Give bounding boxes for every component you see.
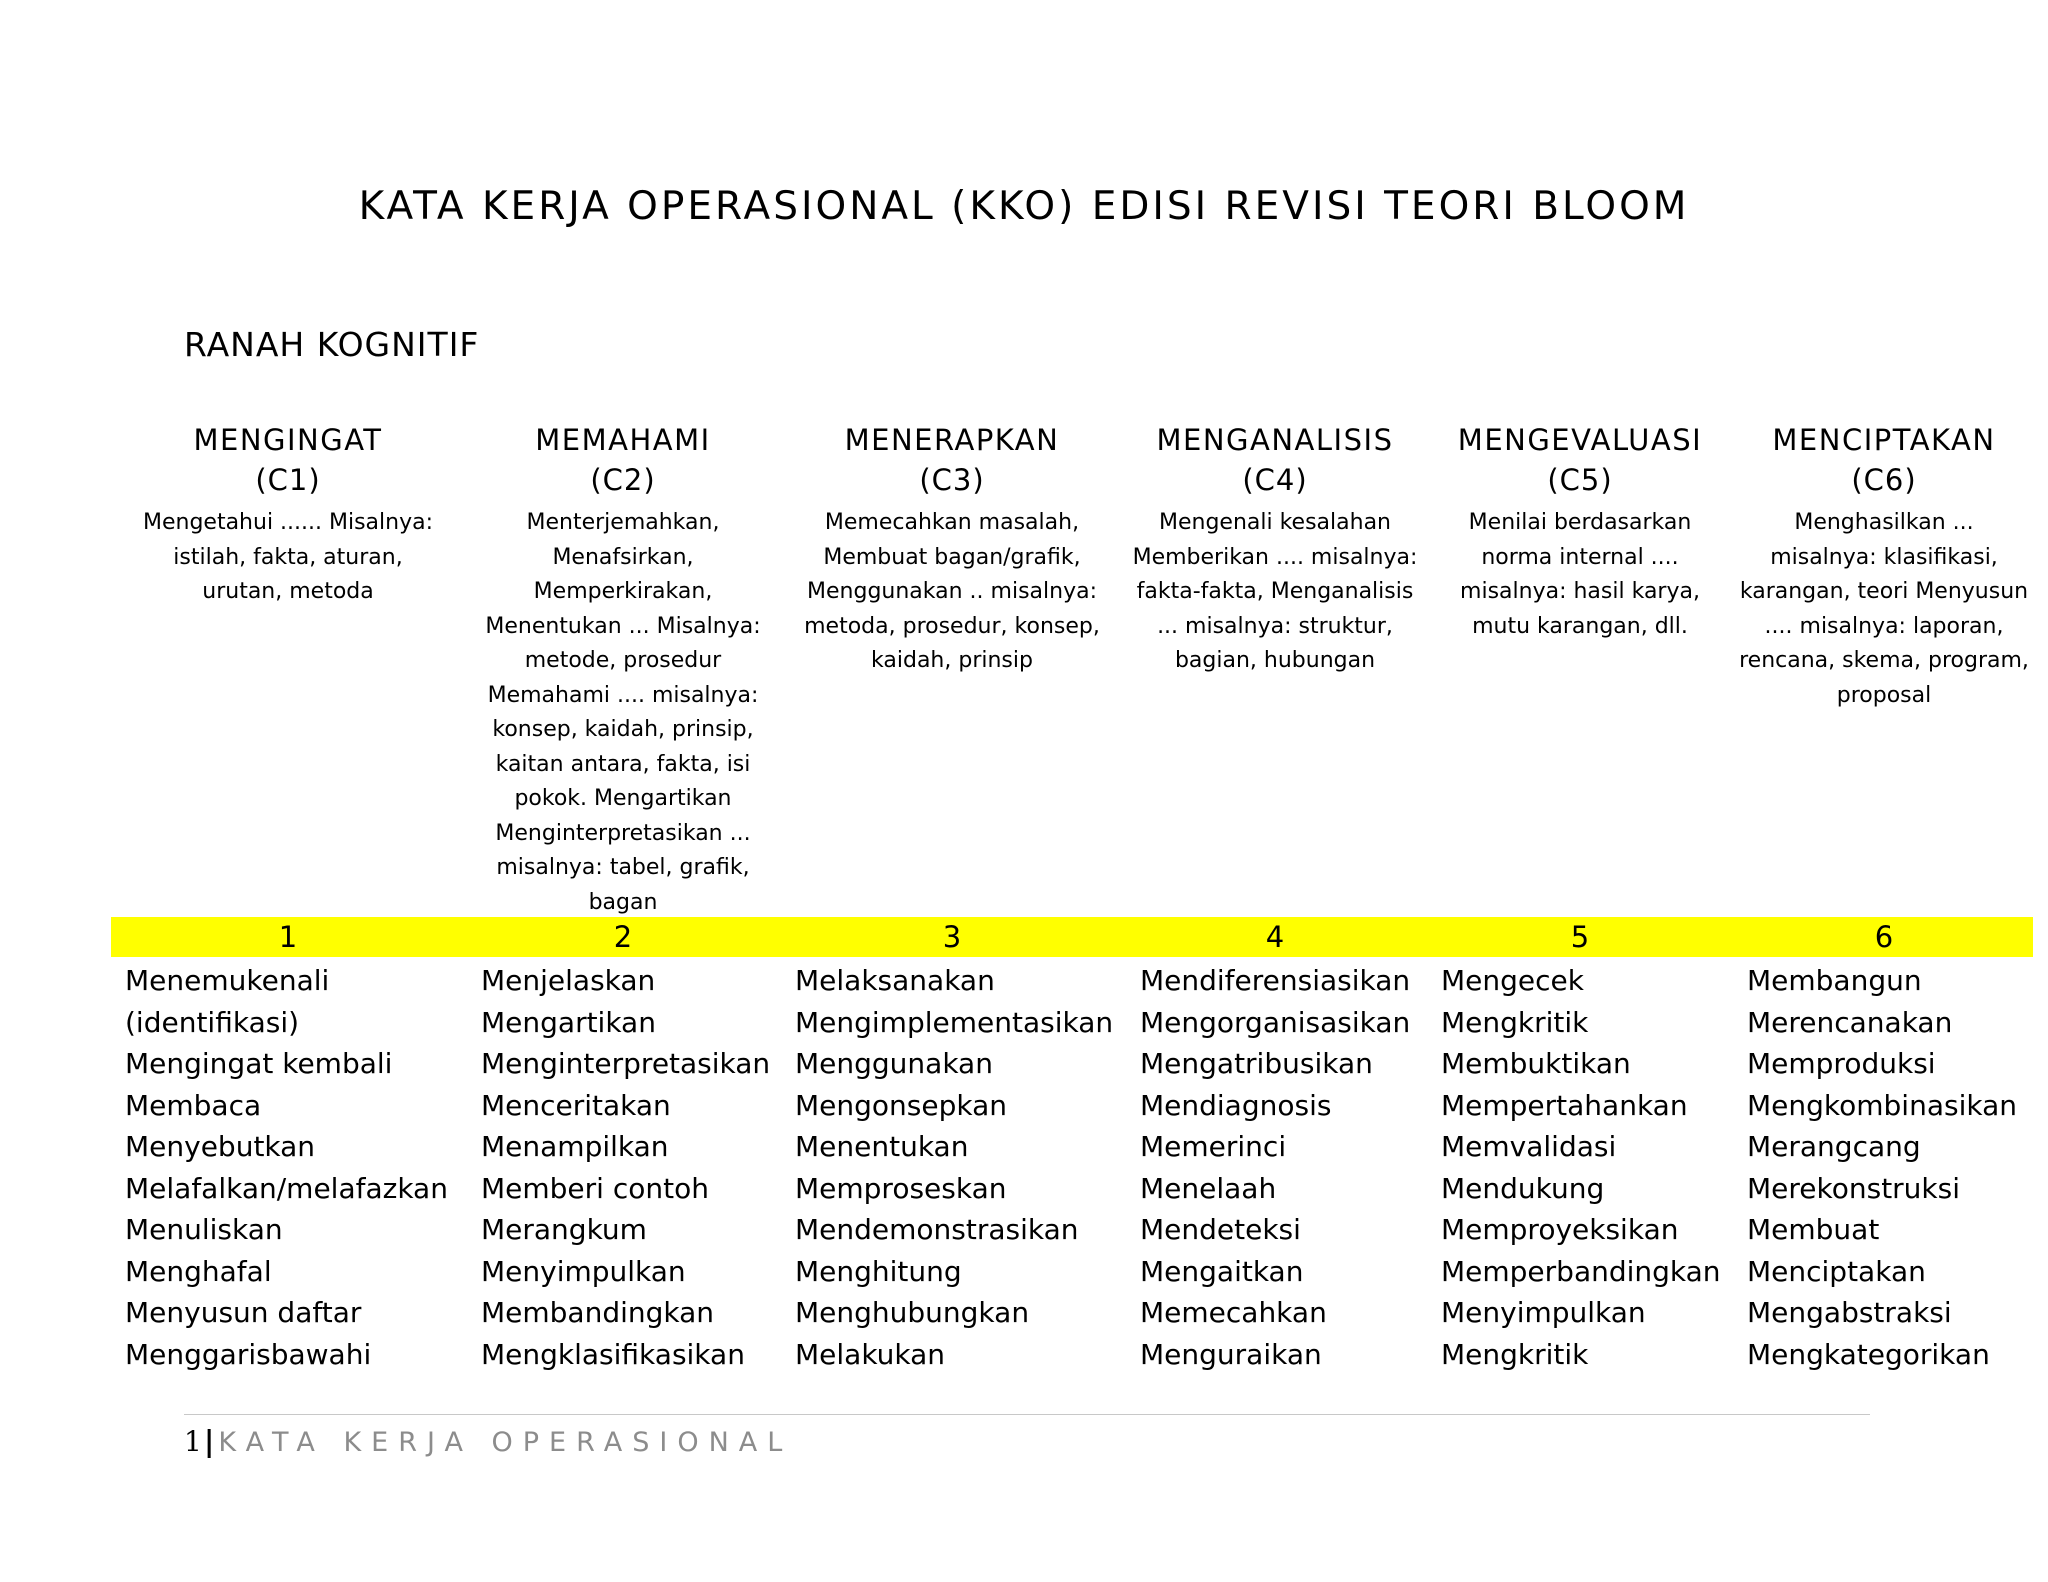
verb-item: Menyebutkan [125,1130,316,1163]
category-code: (C5) [1547,463,1613,497]
verb-list-c2 [481,960,770,1375]
page-number: 1 [184,1425,202,1458]
verb-item: Mengkritik [1441,1005,1589,1039]
verb-item: Menghafal [125,1254,272,1288]
category-name: MENCIPTAKAN [1772,423,1996,457]
verb-item: Menggunakan [795,1047,993,1080]
verb-item: Menyimpulkan [1441,1296,1646,1329]
verb-item: Menyusun daftar [125,1296,362,1329]
category-description: Mengetahui ...... Misalnya: istilah, fakta, aturan, urutan, metoda [142,510,434,604]
category-name: MENGEVALUASI [1457,423,1703,457]
verb-item: Menentukan [795,1130,969,1163]
verb-item: Membaca [125,1088,262,1122]
verb-item: Merangcang [1747,1130,1921,1163]
category-header-c3 [802,420,1102,679]
verb-item: Menjelaskan [481,964,656,997]
page-footer [184,1424,792,1458]
category-code: (C1) [255,463,321,497]
level-number: 4 [1265,920,1285,954]
verb-item: Mendiagnosis [1140,1088,1332,1122]
verb-item: Mengecek [1441,964,1584,997]
verb-item: Membuktikan [1441,1047,1631,1080]
verb-item: Merangkum [481,1213,647,1246]
verb-item: Menceritakan [481,1088,671,1122]
verb-list-c1 [125,960,448,1375]
verb-item: Merencanakan [1747,1005,1953,1039]
verb-item: Menghitung [795,1254,962,1288]
verb-item: Menampilkan [481,1130,669,1163]
verb-item: Menghubungkan [795,1296,1030,1329]
category-description: Menghasilkan ... misalnya: klasifikasi, karangan, teori Menyusun .... misalnya: laporan, rencana, skema, program, proposal [1739,510,2029,708]
verb-item: Mengartikan [481,1005,656,1039]
category-header-c4 [1130,420,1420,679]
footer-text: KATA KERJA OPERASIONAL [218,1427,793,1458]
category-description: Mengenali kesalahan Memberikan .... misalnya: fakta-fakta, Menganalisis ... misalnya: struktur, bagian, hubungan [1132,510,1418,673]
verb-item: Melaksanakan [795,964,995,997]
verb-item: Memproyeksikan [1441,1213,1679,1246]
verb-item: Mengingat kembali [125,1047,393,1080]
verb-item: Mengorganisasikan [1140,1005,1411,1039]
category-description: Menterjemahkan, Menafsirkan, Memperkirakan, Menentukan ... Misalnya: metode, prosedur Memahami .... misalnya: konsep, kaidah, prinsip, kaitan antara, fakta, isi pokok. Mengartikan Menginterpretasikan ... misalnya: tabel, grafik, bagan [485,510,761,915]
verb-item: Mengkategorikan [1747,1337,1990,1371]
verb-list-c6 [1747,960,2017,1375]
section-title: RANAH KOGNITIF [184,325,480,364]
category-code: (C6) [1851,463,1917,497]
footer-divider [184,1414,1870,1415]
category-code: (C3) [919,463,985,497]
category-header-c5 [1455,420,1705,644]
verb-list-c5 [1441,960,1721,1375]
verb-item: Membangun [1747,964,1922,997]
verb-item: Merekonstruksi [1747,1171,1961,1205]
verb-item: Memvalidasi [1441,1130,1617,1163]
verb-item: Mengatribusikan [1140,1047,1373,1080]
verb-item: Memberi contoh [481,1171,709,1205]
verb-item: Menguraikan [1140,1337,1322,1371]
verb-item: Mengkombinasikan [1747,1088,2017,1122]
category-code: (C2) [590,463,656,497]
level-number-band [111,917,2033,957]
verb-item: Mendukung [1441,1171,1605,1205]
verb-item: Menelaah [1140,1171,1277,1205]
verb-item: Mengonsepkan [795,1088,1007,1122]
verb-item: Mendemonstrasikan [795,1213,1079,1246]
verb-item: Menemukenali [125,964,330,997]
category-name: MEMAHAMI [535,423,711,457]
verb-item: Menciptakan [1747,1254,1926,1288]
verb-item: Mempertahankan [1441,1088,1688,1122]
document-title: KATA KERJA OPERASIONAL (KKO) EDISI REVISI TEORI BLOOM [358,184,1690,229]
verb-item: Mengimplementasikan [795,1005,1114,1039]
verb-item: Mengabstraksi [1747,1296,1952,1329]
category-name: MENGANALISIS [1156,423,1394,457]
verb-item: Mengaitkan [1140,1254,1304,1288]
verb-item: Mengklasifikasikan [481,1337,745,1371]
verb-item: Memproseskan [795,1171,1007,1205]
verb-item: Membandingkan [481,1296,715,1329]
level-number: 3 [942,920,962,954]
verb-item: Membuat [1747,1213,1880,1246]
verb-item: Memecahkan [1140,1296,1327,1329]
category-header-c6 [1739,420,2029,713]
category-name: MENERAPKAN [844,423,1060,457]
level-number: 6 [1874,920,1894,954]
level-number: 1 [278,920,298,954]
category-description: Menilai berdasarkan norma internal .... misalnya: hasil karya, mutu karangan, dll. [1460,510,1700,639]
verb-item: Menggarisbawahi [125,1337,372,1371]
footer-separator: | [203,1424,215,1458]
verb-item: Menuliskan [125,1213,283,1246]
level-number: 5 [1570,920,1590,954]
verb-item: Mendiferensiasikan [1140,964,1411,997]
verb-item: Menginterpretasikan [481,1047,771,1080]
category-header-c1 [133,420,443,610]
verb-item: Mendeteksi [1140,1213,1301,1246]
verb-list-c4 [1140,960,1410,1375]
verb-item: Memproduksi [1747,1047,1936,1080]
verb-item: (identifikasi) [125,1005,300,1039]
verb-item: Melakukan [795,1337,946,1371]
level-number: 2 [613,920,633,954]
verb-item: Mengkritik [1441,1337,1589,1371]
category-code: (C4) [1242,463,1308,497]
category-name: MENGINGAT [193,423,383,457]
category-description: Memecahkan masalah, Membuat bagan/grafik, Menggunakan .. misalnya: metoda, prosedur, konsep, kaidah, prinsip [804,510,1100,673]
verb-item: Memerinci [1140,1130,1287,1163]
verb-list-c3 [795,960,1113,1375]
verb-item: Melafalkan/melafazkan [125,1171,448,1205]
verb-item: Menyimpulkan [481,1254,686,1288]
verb-item: Memperbandingkan [1441,1254,1721,1288]
category-header-c2 [478,420,768,920]
